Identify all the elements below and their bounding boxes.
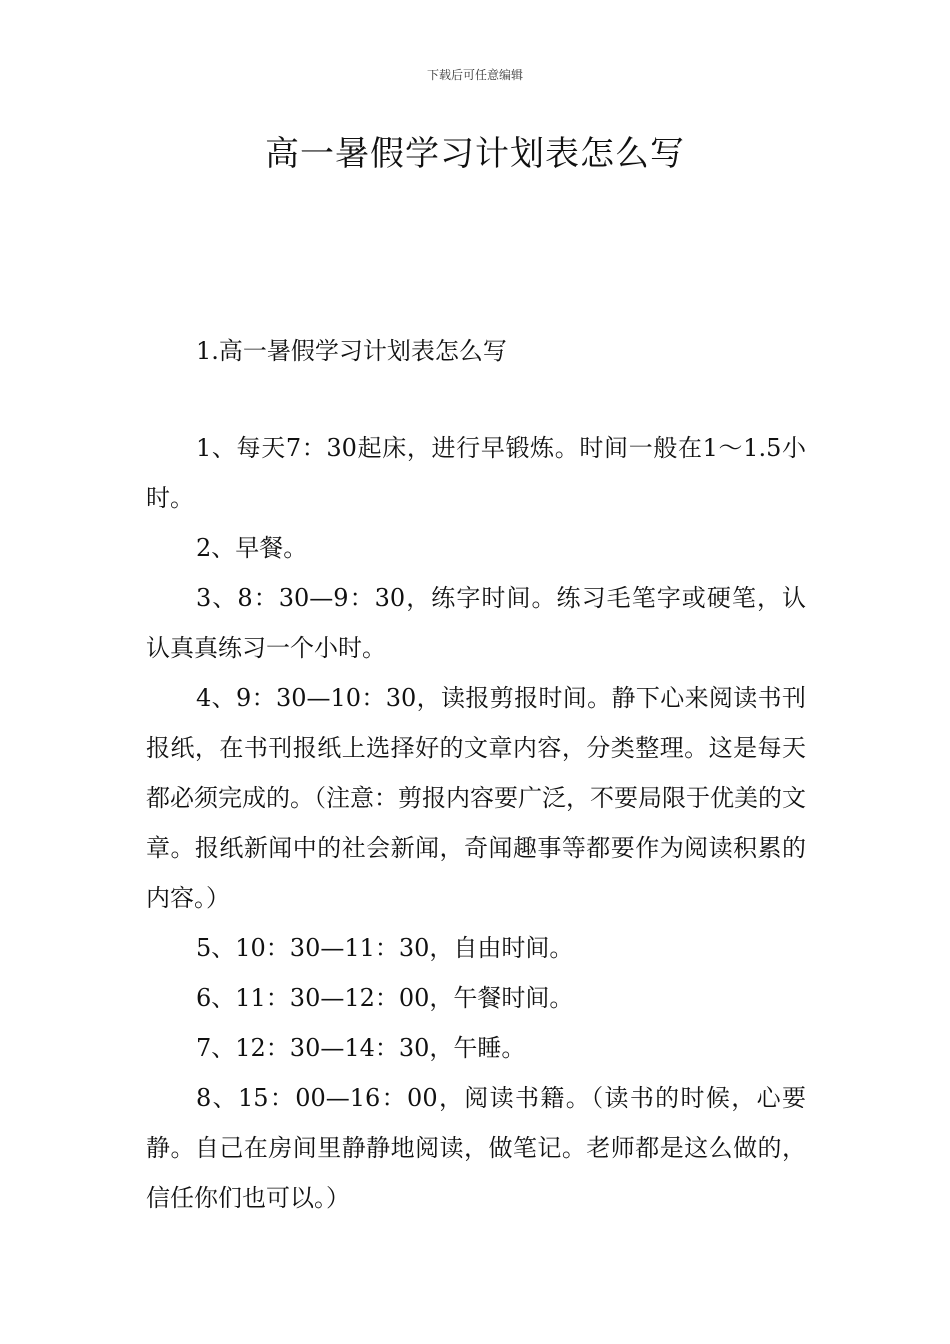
paragraph-8: 8、15：00—16：00，阅读书籍。（读书的时候，心要静。自己在房间里静静地阅读，做笔记。老师都是这么做的，信任你们也可以。） xyxy=(146,1084,806,1212)
paragraph-7: 7、12：30—14：30，午睡。 xyxy=(196,1034,526,1062)
paragraph-2: 2、早餐。 xyxy=(196,534,308,562)
paragraph-1: 1、每天7：30起床，进行早锻炼。时间一般在1～1.5小时。 xyxy=(146,434,806,512)
document-body xyxy=(146,333,806,1223)
section-heading: 1.高一暑假学习计划表怎么写 xyxy=(196,337,507,365)
document-title: 高一暑假学习计划表怎么写 xyxy=(265,134,685,174)
paragraph-5: 5、10：30—11：30，自由时间。 xyxy=(196,934,574,962)
paragraph-4: 4、9：30—10：30，读报剪报时间。静下心来阅读书刊报纸，在书刊报纸上选择好的文章内容，分类整理。这是每天都必须完成的。（注意：剪报内容要广泛，不要局限于优美的文章。报纸新闻中的社会新闻，奇闻趣事等都要作为阅读积累的内容。） xyxy=(146,684,806,912)
header-note: 下载后可任意编辑 xyxy=(426,68,523,82)
paragraph-6: 6、11：30—12：00，午餐时间。 xyxy=(196,984,574,1012)
paragraph-3: 3、8：30—9：30，练字时间。练习毛笔字或硬笔，认认真真练习一个小时。 xyxy=(146,584,806,662)
